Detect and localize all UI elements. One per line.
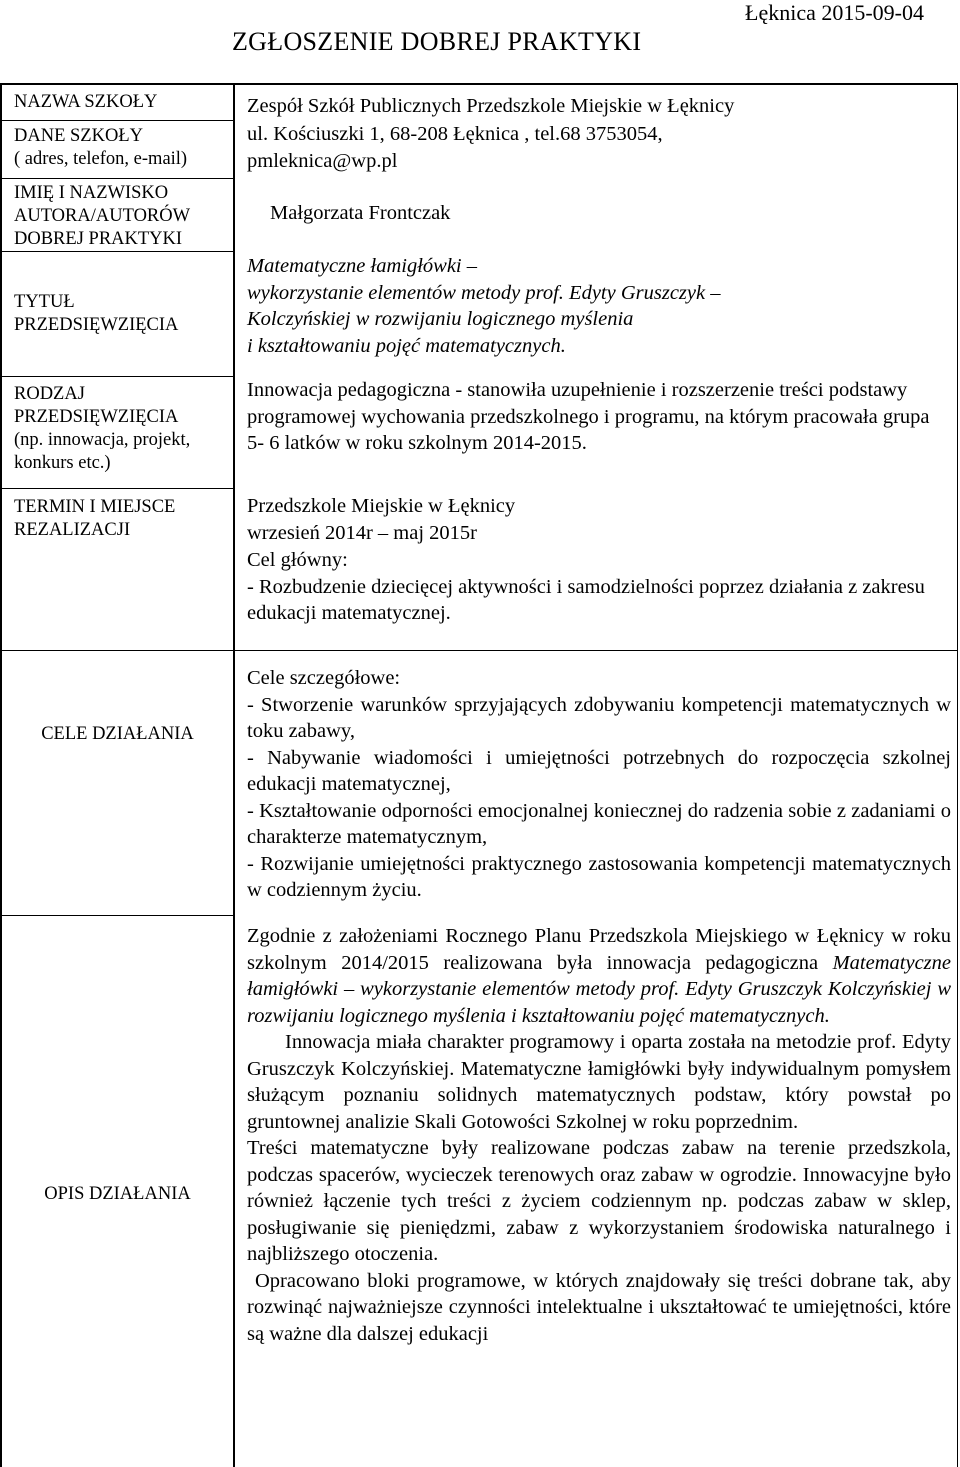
document-title: ZGŁOSZENIE DOBREJ PRAKTYKI xyxy=(232,27,642,56)
row-divider xyxy=(2,120,233,121)
description-paragraph: Opracowano bloki programowe, w których znajdowały się treści dobrane tak, aby rozwinąć najważniejsze czynności intelektualne i ukształtować te umiejętności, które są ważne dla dalszej edukacji xyxy=(247,1269,951,1345)
school-name-value: Zespół Szkół Publicznych Przedszkole Miejskie w Łęknicy xyxy=(247,95,735,117)
term-place-value: Przedszkole Miejskie w Łęknicy wrzesień 2014r – maj 2015r xyxy=(247,495,516,544)
row-divider xyxy=(2,488,233,489)
row-divider xyxy=(2,915,233,916)
description-paragraph: Zgodnie z założeniami Rocznego Planu Przedszkola Miejskiego w Łęknicy w roku szkolnym 2014/2015 realizowana była innowacja pedagogiczna Matematyczne łamigłówki – wykorzystanie elementów metody prof. Edyty Gruszczyk Kolczyńskiej w rozwijaniu logicznego myślenia i kształtowaniu pojęć matematycznych. xyxy=(247,925,951,1027)
initiative-type-value: Innowacja pedagogiczna - stanowiła uzupełnienie i rozszerzenie treści podstawy programowej wychowania przedszkolnego i programu, na którym pracowała grupa 5- 6 latków w roku szkolnym 2014-2015. xyxy=(247,379,930,454)
column-divider xyxy=(233,85,235,1467)
goal-item: - Kształtowanie odporności emocjonalnej koniecznej do radzenia sobie z zadaniami o charakterze matematycznym, xyxy=(247,799,951,848)
author-value: Małgorzata Frontczak xyxy=(270,202,451,224)
document-date: Łęknica 2015-09-04 xyxy=(745,0,924,25)
row-divider xyxy=(2,650,957,651)
initiative-title-value: Matematyczne łamigłówki – wykorzystanie elementów metody prof. Edyty Gruszczyk – Kolczyńskiej w rozwijaniu logicznego myślenia i kształtowaniu pojęć matematycznych. xyxy=(247,255,721,357)
school-address-value: ul. Kościuszki 1, 68-208 Łęknica , tel.68 3753054, pmleknica@wp.pl xyxy=(247,123,663,172)
description-paragraph: Treści matematyczne były realizowane podczas zabaw na terenie przedszkola, podczas spacerów, wycieczek terenowych oraz zabaw w ogrodzie. Innowacyjne było również łączenie tych treści z życiem codziennym np. podczas zabaw w sklep, posługiwanie się pieniędzmi, zabaw z wykorzystaniem środowiska naturalnego i najbliższego otoczenia. xyxy=(247,1137,951,1265)
label-type: RODZAJ PRZEDSIĘWZIĘCIA (np. innowacja, projekt, konkurs etc.) xyxy=(14,384,191,473)
goal-item: - Rozwijanie umiejętności praktycznego zastosowania kompetencji matematycznych w codziennym życiu. xyxy=(247,852,951,901)
goal-item: - Stworzenie warunków sprzyjających zdobywaniu kompetencji matematycznych w toku zabawy, xyxy=(247,693,951,742)
detailed-goals-value: Cele szczegółowe: - Stworzenie warunków sprzyjających zdobywaniu kompetencji matematycznych w toku zabawy, - Nabywanie wiadomości i umiejętności potrzebnych do rozpoczęcia szkolnej edukacji matematycznej, - Kształtowanie odporności emocjonalnej koniecznej do radzenia sobie z zadaniami o charakterze matematycznym, - Rozwijanie umiejętności praktycznego zastosowania kompetencji matematycznych w codziennym życiu. xyxy=(247,665,951,904)
description-paragraph: Innowacja miała charakter programowy i oparta została na metodzie prof. Edyty Gruszczyk Kolczyńskiej. Matematyczne łamigłówki były indywidualnym pomysłem służącym poznaniu solidnych matematycznych podstaw, który powstał po gruntownej analizie Skali Gotowości Szkolnej w roku poprzednim. xyxy=(247,1031,951,1133)
form-table xyxy=(0,83,958,1467)
goal-item: - Nabywanie wiadomości i umiejętności potrzebnych do rozpoczęcia szkolnej edukacji matematycznej, xyxy=(247,746,951,795)
label-goals: CELE DZIAŁANIA xyxy=(41,724,194,744)
label-school-data: DANE SZKOŁY ( adres, telefon, e-mail) xyxy=(14,126,188,169)
row-divider xyxy=(2,251,233,252)
label-term: TERMIN I MIEJSCE REZALIZACJI xyxy=(14,497,176,540)
row-divider xyxy=(2,178,233,179)
label-author: IMIĘ I NAZWISKO AUTORA/AUTORÓW DOBREJ PRAKTYKI xyxy=(14,183,191,249)
label-description: OPIS DZIAŁANIA xyxy=(44,1184,191,1204)
label-title: TYTUŁ PRZEDSIĘWZIĘCIA xyxy=(14,292,179,335)
main-goal-value: Cel główny: - Rozbudzenie dziecięcej aktywności i samodzielności poprzez działania z zakresu edukacji matematycznej. xyxy=(247,549,925,624)
label-school-name: NAZWA SZKOŁY xyxy=(14,92,158,112)
description-value xyxy=(247,923,951,1347)
row-divider xyxy=(2,376,233,377)
